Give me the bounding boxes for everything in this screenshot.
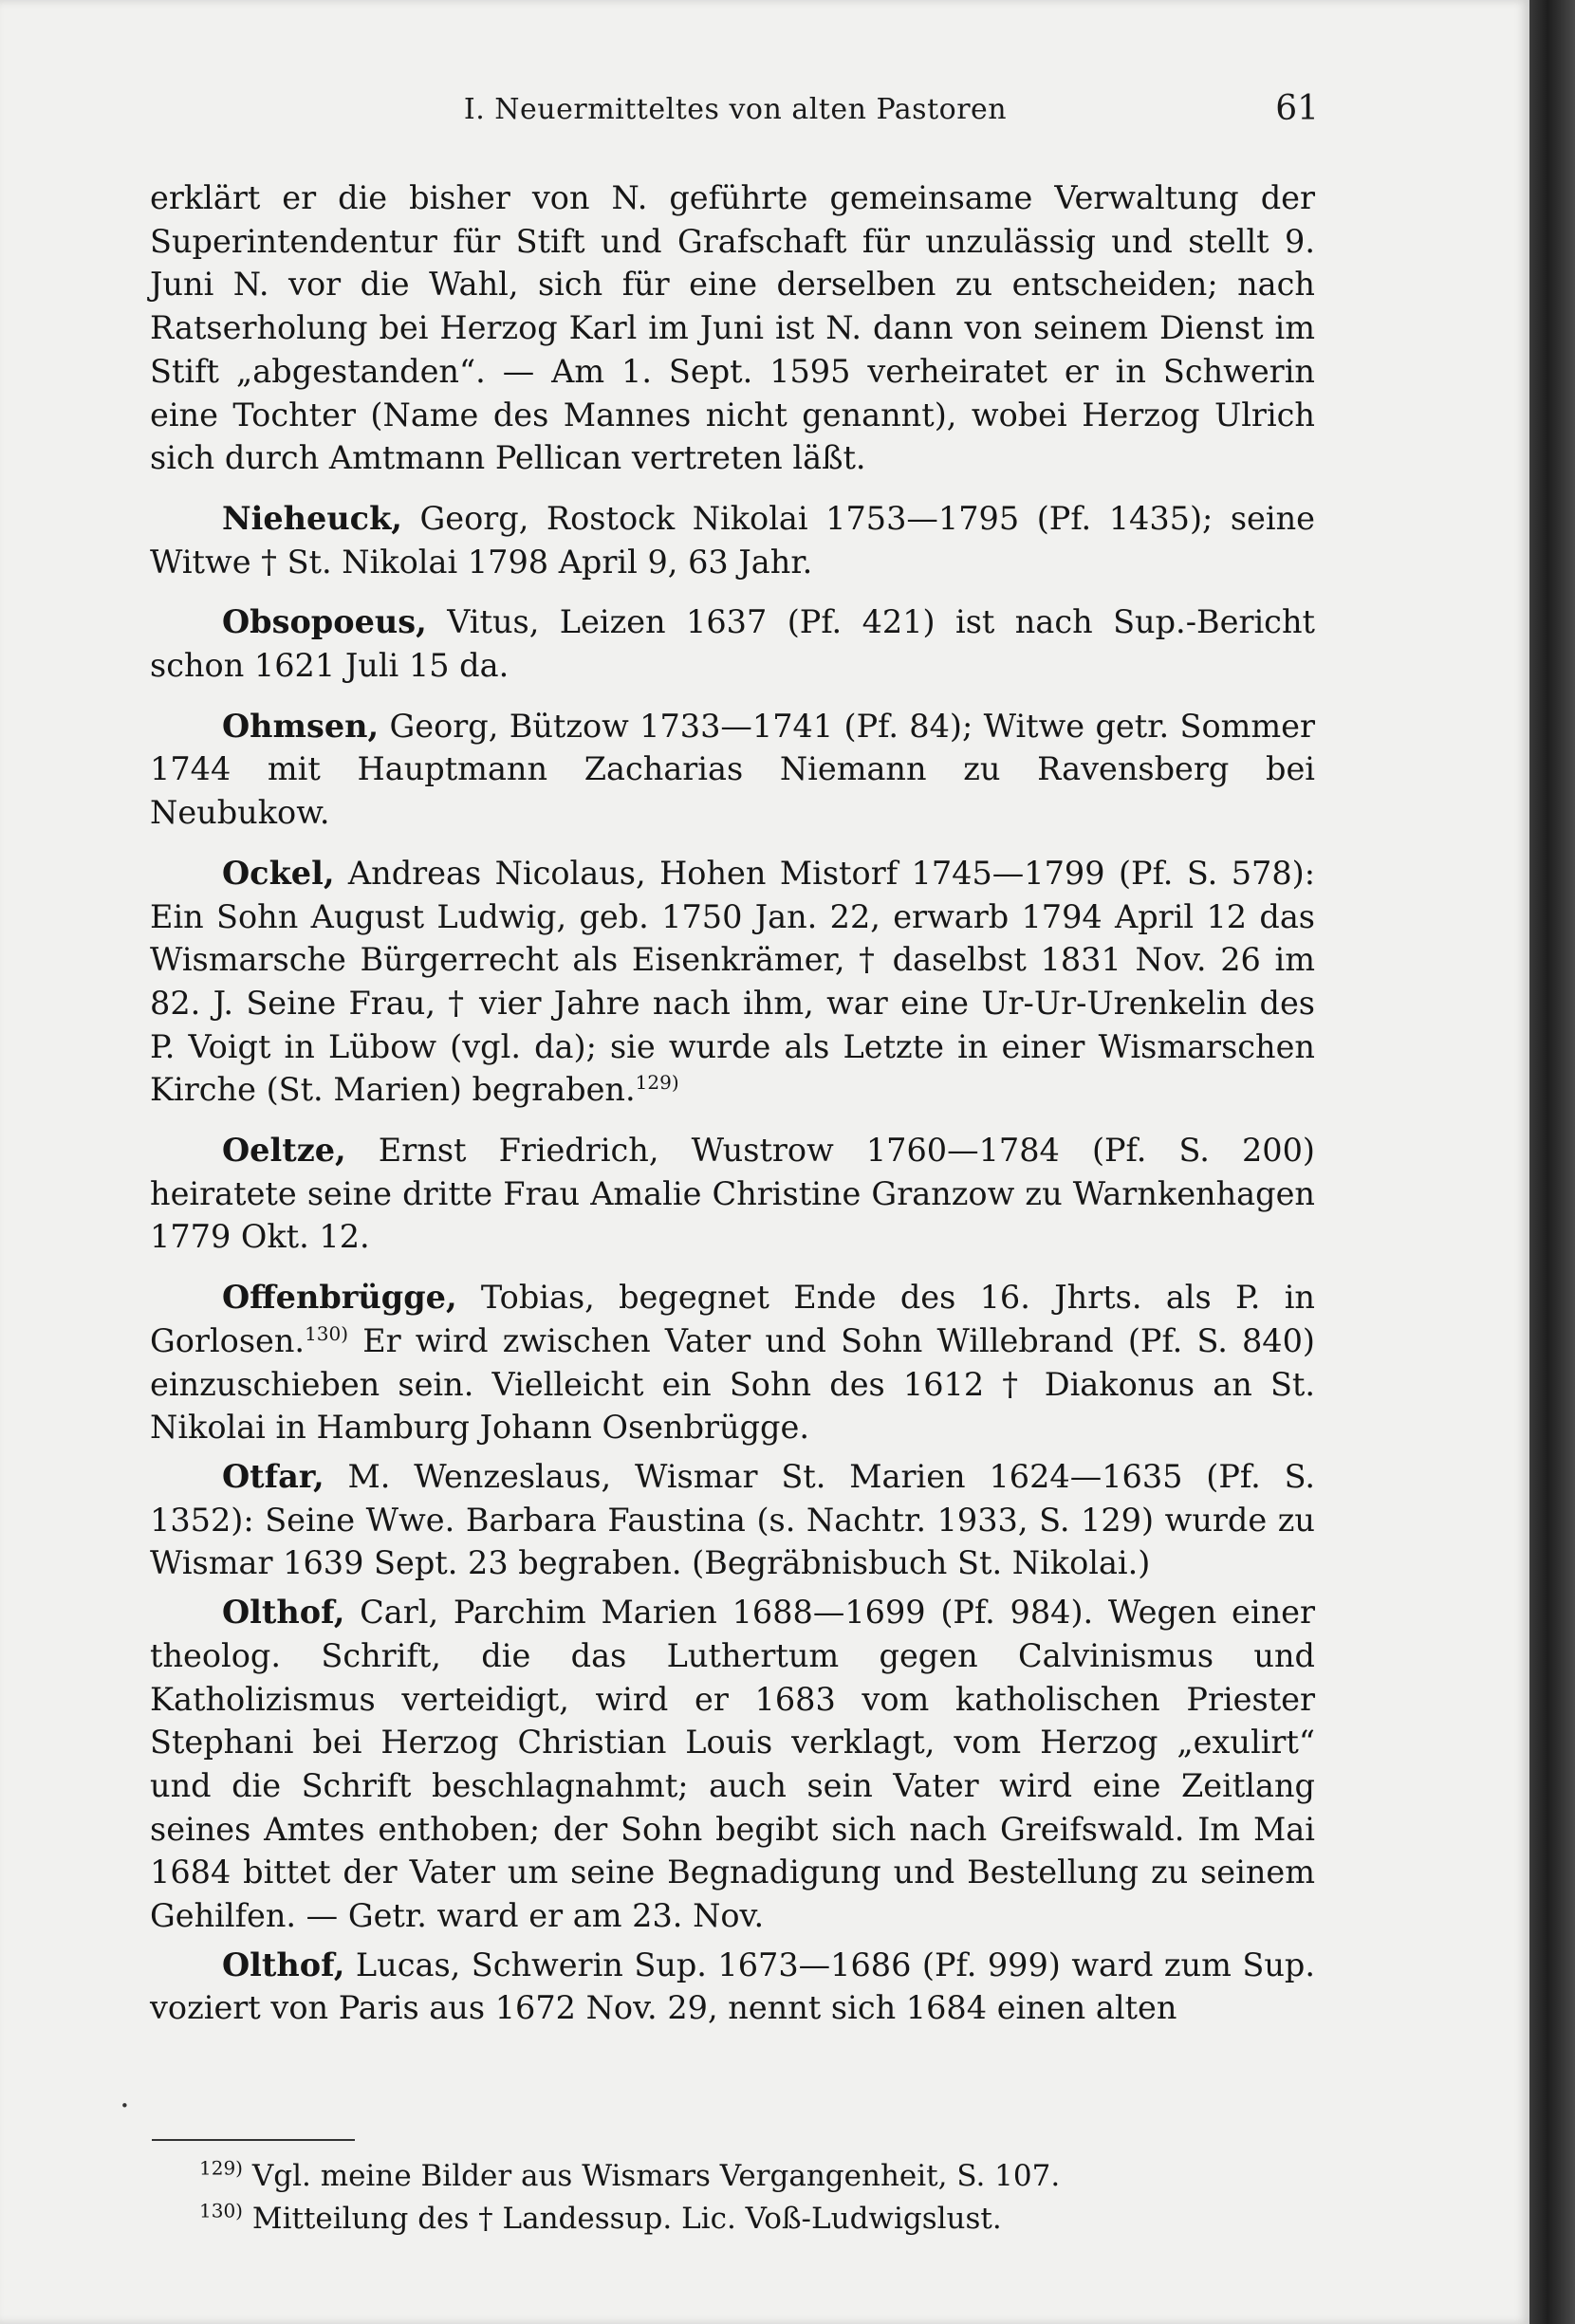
entry-name: Olthof, xyxy=(222,1946,345,1983)
entry-name: Otfar, xyxy=(222,1457,324,1495)
entry-text: Andreas Nicolaus, Hohen Mistorf 1745—1799 (Pf. S. 578): Ein Sohn August Ludwig, geb. 1750 Jan. 22, erwarb 1794 April 12 das Wismarsche Bürgerrecht als Eisenkrämer, † daselbst 1831 Nov. 26 im 82. J. Seine Frau, † vier Jahre nach ihm, war eine Ur-Ur-Urenkelin des P. Voigt in Lübow (vgl. da); sie wurde als Letzte in einer Wismarschen Kirche (St. Marien) begraben. xyxy=(150,854,1315,1109)
footnote-divider xyxy=(152,2139,355,2141)
entry-oeltze xyxy=(150,1129,1315,1259)
footnote-number: 129) xyxy=(199,2156,243,2180)
entry-name: Oeltze, xyxy=(222,1132,346,1170)
entry-text: Carl, Parchim Marien 1688—1699 (Pf. 984). Wegen einer theolog. Schrift, die das Luthertum gegen Calvinismus und Katholizismus verteidigt, wird er 1683 vom katholischen Priester Stephani bei Herzog Christian Louis verklagt, vom Herzog „exulirt“ und die Schrift beschlagnahmt; auch sein Vater wird eine Zeitlang seines Amtes enthoben; der Sohn begibt sich nach Greifswald. Im Mai 1684 bittet der Vater um seine Begnadigung und Bestellung zu seinem Gehilfen. — Getr. ward er am 23. Nov. xyxy=(150,1594,1315,1935)
running-title: I. Neuermitteltes von alten Pastoren xyxy=(463,93,1008,126)
entry-otfar xyxy=(150,1455,1315,1585)
entry-nieheuck xyxy=(150,497,1315,583)
entry-text: Vitus, Leizen 1637 (Pf. 421) ist nach Sup.-Bericht schon 1621 Juli 15 da. xyxy=(150,603,1315,685)
entry-continuation xyxy=(150,176,1315,480)
entry-ockel xyxy=(150,852,1315,1112)
entry-text: Georg, Rostock Nikolai 1753—1795 (Pf. 1435); seine Witwe † St. Nikolai 1798 April 9, 63 Jahr. xyxy=(150,499,1315,581)
footnote-129 xyxy=(199,2155,1319,2198)
entry-olthof-carl xyxy=(150,1591,1315,1938)
footnote-number: 130) xyxy=(199,2199,243,2223)
entry-text: M. Wenzeslaus, Wismar St. Marien 1624—1635 (Pf. S. 1352): Seine Wwe. Barbara Faustina (s. Nachtr. 1933, S. 129) wurde zu Wismar 1639 Sept. 23 begraben. (Begräbnisbuch St. Nikolai.) xyxy=(150,1457,1315,1582)
entry-text: Georg, Bützow 1733—1741 (Pf. 84); Witwe getr. Sommer 1744 mit Hauptmann Zacharias Niemann zu Ravensberg bei Neubukow. xyxy=(150,707,1315,832)
entry-text: Lucas, Schwerin Sup. 1673—1686 (Pf. 999) ward zum Sup. voziert von Paris aus 1672 Nov. 29, nennt sich 1684 einen alten xyxy=(150,1946,1315,2027)
footnote-reference: 129) xyxy=(635,1071,679,1095)
entry-text: Ernst Friedrich, Wustrow 1760—1784 (Pf. S. 200) heiratete seine dritte Frau Amalie Christine Granzow zu Warnkenhagen 1779 Okt. 12. xyxy=(150,1132,1315,1256)
footnote-text: Vgl. meine Bilder aus Wismars Vergangenheit, S. 107. xyxy=(242,2159,1061,2193)
entry-text: Tobias, begegnet Ende des 16. Jhrts. als P. in Gorlosen. xyxy=(150,1279,1315,1359)
entry-obsopoeus xyxy=(150,600,1315,687)
entry-name: Obsopoeus, xyxy=(222,603,427,641)
entry-name: Offenbrügge, xyxy=(222,1279,457,1317)
book-edge xyxy=(1529,0,1575,2324)
margin-mark: · xyxy=(120,2087,130,2125)
footnote-130 xyxy=(199,2198,1319,2241)
entry-olthof-lucas xyxy=(150,1944,1315,2030)
entry-ohmsen xyxy=(150,705,1315,835)
entry-name: Nieheuck, xyxy=(222,499,402,537)
page-header xyxy=(152,85,1319,133)
footnote-text: Mitteilung des † Landessup. Lic. Voß-Ludwigslust. xyxy=(242,2202,1002,2236)
footnotes xyxy=(199,2155,1319,2241)
entry-name: Ockel, xyxy=(222,854,335,892)
page-number: 61 xyxy=(1275,89,1319,128)
entry-name: Olthof, xyxy=(222,1594,345,1632)
entry-text: erklärt er die bisher von N. geführte gemeinsame Verwaltung der Superintendentur für Stift und Grafschaft für unzulässig und stellt 9. Juni N. vor die Wahl, sich für eine derselben zu entscheiden; nach Ratserholung bei Herzog Karl im Juni ist N. dann von seinem Dienst im Stift „abgestanden“. — Am 1. Sept. 1595 verheiratet er in Schwerin eine Tochter (Name des Mannes nicht genannt), wobei Herzog Ulrich sich durch Amtmann Pellican vertreten läßt. xyxy=(150,179,1315,477)
footnote-reference: 130) xyxy=(305,1321,349,1345)
entry-name: Ohmsen, xyxy=(222,707,380,745)
body-text xyxy=(150,176,1315,2030)
entry-offenbruegge xyxy=(150,1276,1315,1449)
entry-text-after: Er wird zwischen Vater und Sohn Willebrand (Pf. S. 840) einzuschieben sein. Vielleicht ein Sohn des 1612 † Diakonus an St. Nikolai in Hamburg Johann Osenbrügge. xyxy=(150,1321,1315,1447)
